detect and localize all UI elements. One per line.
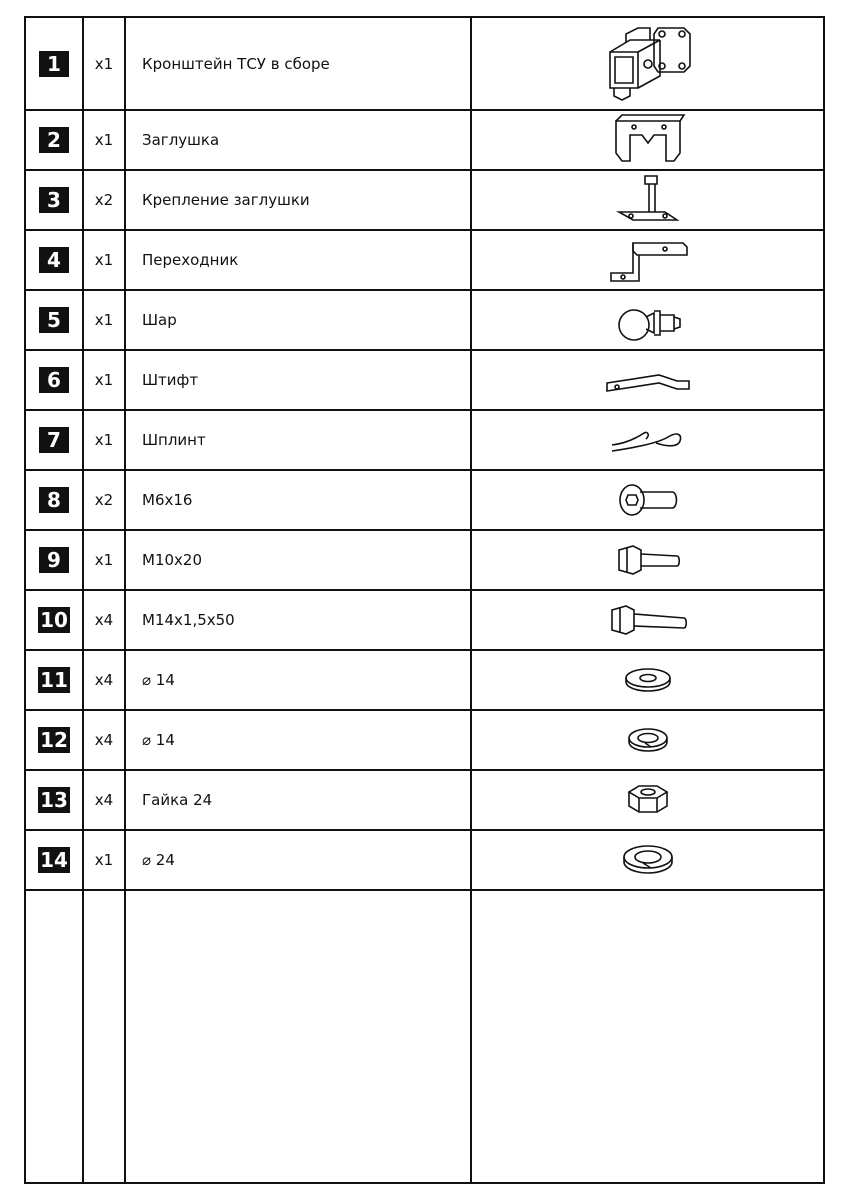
pin-icon [603,365,693,395]
part-quantity: x1 [94,371,114,389]
part-number: 10 [40,608,68,632]
button-head-bolt-icon [616,480,680,520]
part-quantity: x4 [94,671,114,689]
table-row [26,411,823,471]
table-row [26,471,823,531]
part-number: 6 [39,367,69,393]
table-row [26,231,823,291]
table-row [26,831,823,891]
adapter-icon [603,233,693,287]
part-quantity: x1 [94,251,114,269]
table-row [26,591,823,651]
hex-nut-icon [623,782,673,818]
part-quantity: x1 [94,851,114,869]
part-name: Кронштейн ТСУ в сборе [142,54,330,73]
part-number: 2 [39,127,69,153]
hitch-receiver-icon [598,22,698,106]
part-name: М6х16 [142,491,193,509]
part-name: Шплинт [142,431,206,449]
part-number: 9 [39,547,69,573]
part-quantity: x4 [94,791,114,809]
table-row [26,171,823,231]
part-number: 12 [40,728,68,752]
parts-table [24,16,825,1184]
part-number: 4 [39,247,69,273]
part-name: Штифт [142,371,199,389]
part-name: Заглушка [142,131,220,149]
part-name: М10х20 [142,551,202,569]
part-quantity: x1 [94,311,114,329]
part-quantity: x4 [94,731,114,749]
hex-bolt-short-icon [613,542,683,578]
cover-plug-icon [606,113,690,167]
spring-washer-large-icon [619,843,677,877]
part-quantity: x4 [94,611,114,629]
part-quantity: x1 [94,551,114,569]
tow-ball-icon [608,293,688,347]
part-number: 7 [39,427,69,453]
part-number: 14 [40,848,68,872]
part-name: ⌀ 14 [142,731,175,749]
part-number: 13 [40,788,68,812]
table-row [26,291,823,351]
spring-washer-icon [623,725,673,755]
table-row [26,111,823,171]
part-number: 3 [39,187,69,213]
plug-mount-icon [613,172,683,228]
cotter-pin-icon [608,423,688,457]
part-name: М14х1,5х50 [142,611,235,629]
part-quantity: x2 [94,491,114,509]
hex-bolt-long-icon [606,602,690,638]
part-number: 5 [39,307,69,333]
flat-washer-icon [621,665,675,695]
part-name: Шар [142,311,177,329]
table-row [26,18,823,111]
part-number: 1 [39,51,69,77]
part-name: Переходник [142,251,239,269]
part-name: ⌀ 14 [142,671,175,689]
table-row [26,771,823,831]
part-number: 8 [39,487,69,513]
table-row [26,651,823,711]
part-quantity: x2 [94,191,114,209]
part-name: Гайка 24 [142,791,213,809]
part-number: 11 [40,668,68,692]
part-quantity: x1 [94,431,114,449]
part-name: ⌀ 24 [142,851,175,869]
part-name: Крепление заглушки [142,191,310,209]
part-quantity: x1 [94,54,114,73]
part-quantity: x1 [94,131,114,149]
table-row [26,351,823,411]
table-row [26,711,823,771]
table-row [26,531,823,591]
